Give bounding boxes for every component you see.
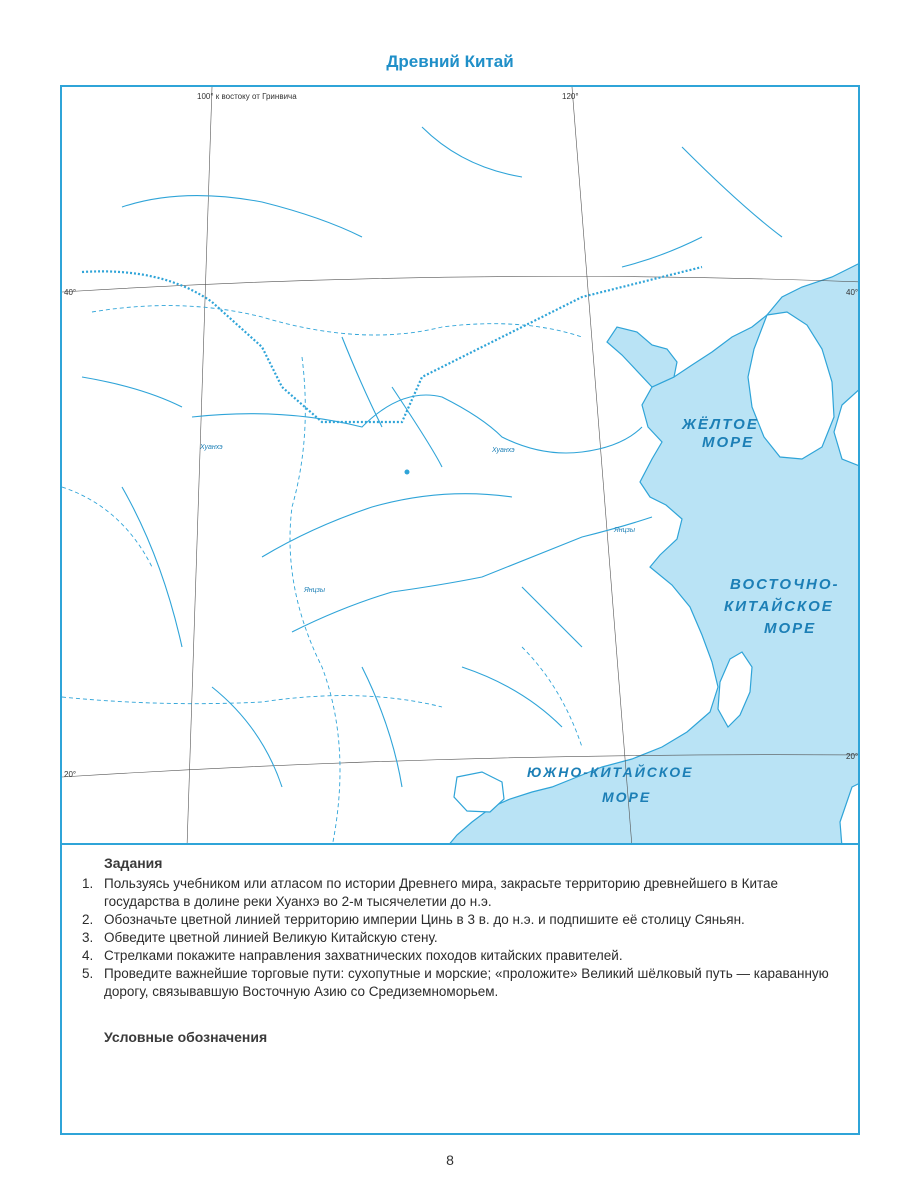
tasks-panel — [60, 845, 860, 1135]
yellow-sea-label-line1: ЖЁЛТОЕ — [682, 416, 759, 433]
task-number: 4. — [82, 948, 94, 963]
river-label-huanghe-west: Хуанхэ — [200, 444, 223, 451]
task-number: 5. — [82, 966, 94, 981]
task-item — [82, 911, 842, 929]
task-text: Обведите цветной линией Великую Китайскую стену. — [104, 930, 438, 945]
page-number: 8 — [446, 1152, 454, 1168]
river-label-huanghe-east: Хуанхэ — [492, 447, 515, 454]
latitude-40-left: 40° — [64, 288, 77, 297]
east-china-sea-label-line1: ВОСТОЧНО- — [730, 576, 840, 593]
task-item — [82, 929, 842, 947]
task-number: 2. — [82, 912, 94, 927]
task-text: Пользуясь учебником или атласом по истории Древнего мира, закрасьте территорию древнейшего в Китае государства в долине реки Хуанхэ во 2-м тысячелетии до н.э. — [104, 876, 779, 909]
south-china-sea-label-line2: МОРЕ — [602, 789, 652, 805]
capital-marker — [405, 470, 410, 475]
tasks-heading: Задания — [104, 855, 163, 871]
south-china-sea-label-line1: ЮЖНО-КИТАЙСКОЕ — [527, 764, 694, 780]
task-list — [82, 875, 842, 1001]
task-text: Обозначьте цветной линией территорию империи Цинь в 3 в. до н.э. и подпишите её столицу Сяньян. — [104, 912, 745, 927]
river-label-yangtze-east: Янцзы — [614, 527, 636, 534]
latitude-20-left: 20° — [64, 770, 77, 779]
task-item — [82, 965, 842, 1001]
meridian-label: 100° к востоку от Гринвича — [197, 92, 297, 101]
page-title: Древний Китай — [386, 52, 514, 71]
map-svg — [62, 87, 860, 845]
hainan-island — [454, 772, 504, 812]
task-number: 1. — [82, 876, 94, 891]
task-number: 3. — [82, 930, 94, 945]
dashed-boundaries — [62, 306, 582, 845]
task-item — [82, 875, 842, 911]
yellow-sea-label-line2: МОРЕ — [702, 434, 755, 451]
latitude-20-right: 20° — [846, 752, 859, 761]
legend-heading: Условные обозначения — [104, 1029, 268, 1045]
east-china-sea-label-line3: МОРЕ — [764, 620, 817, 637]
east-china-sea-label-line2: КИТАЙСКОЕ — [724, 598, 834, 615]
bohai-gulf — [607, 327, 677, 387]
task-text: Стрелками покажите направления захватнических походов китайских правителей. — [104, 948, 623, 963]
latitude-40-right: 40° — [846, 288, 859, 297]
outline-map — [60, 85, 860, 845]
task-item — [82, 947, 842, 965]
task-text: Проведите важнейшие торговые пути: сухопутные и морские; «проложите» Великий шёлковый путь — караванную дорогу, связывавшую Восточную Азию со Средиземноморьем. — [104, 966, 829, 999]
river-label-yangtze-west: Янцзы — [304, 587, 326, 594]
meridian-120-label: 120° — [562, 92, 579, 101]
